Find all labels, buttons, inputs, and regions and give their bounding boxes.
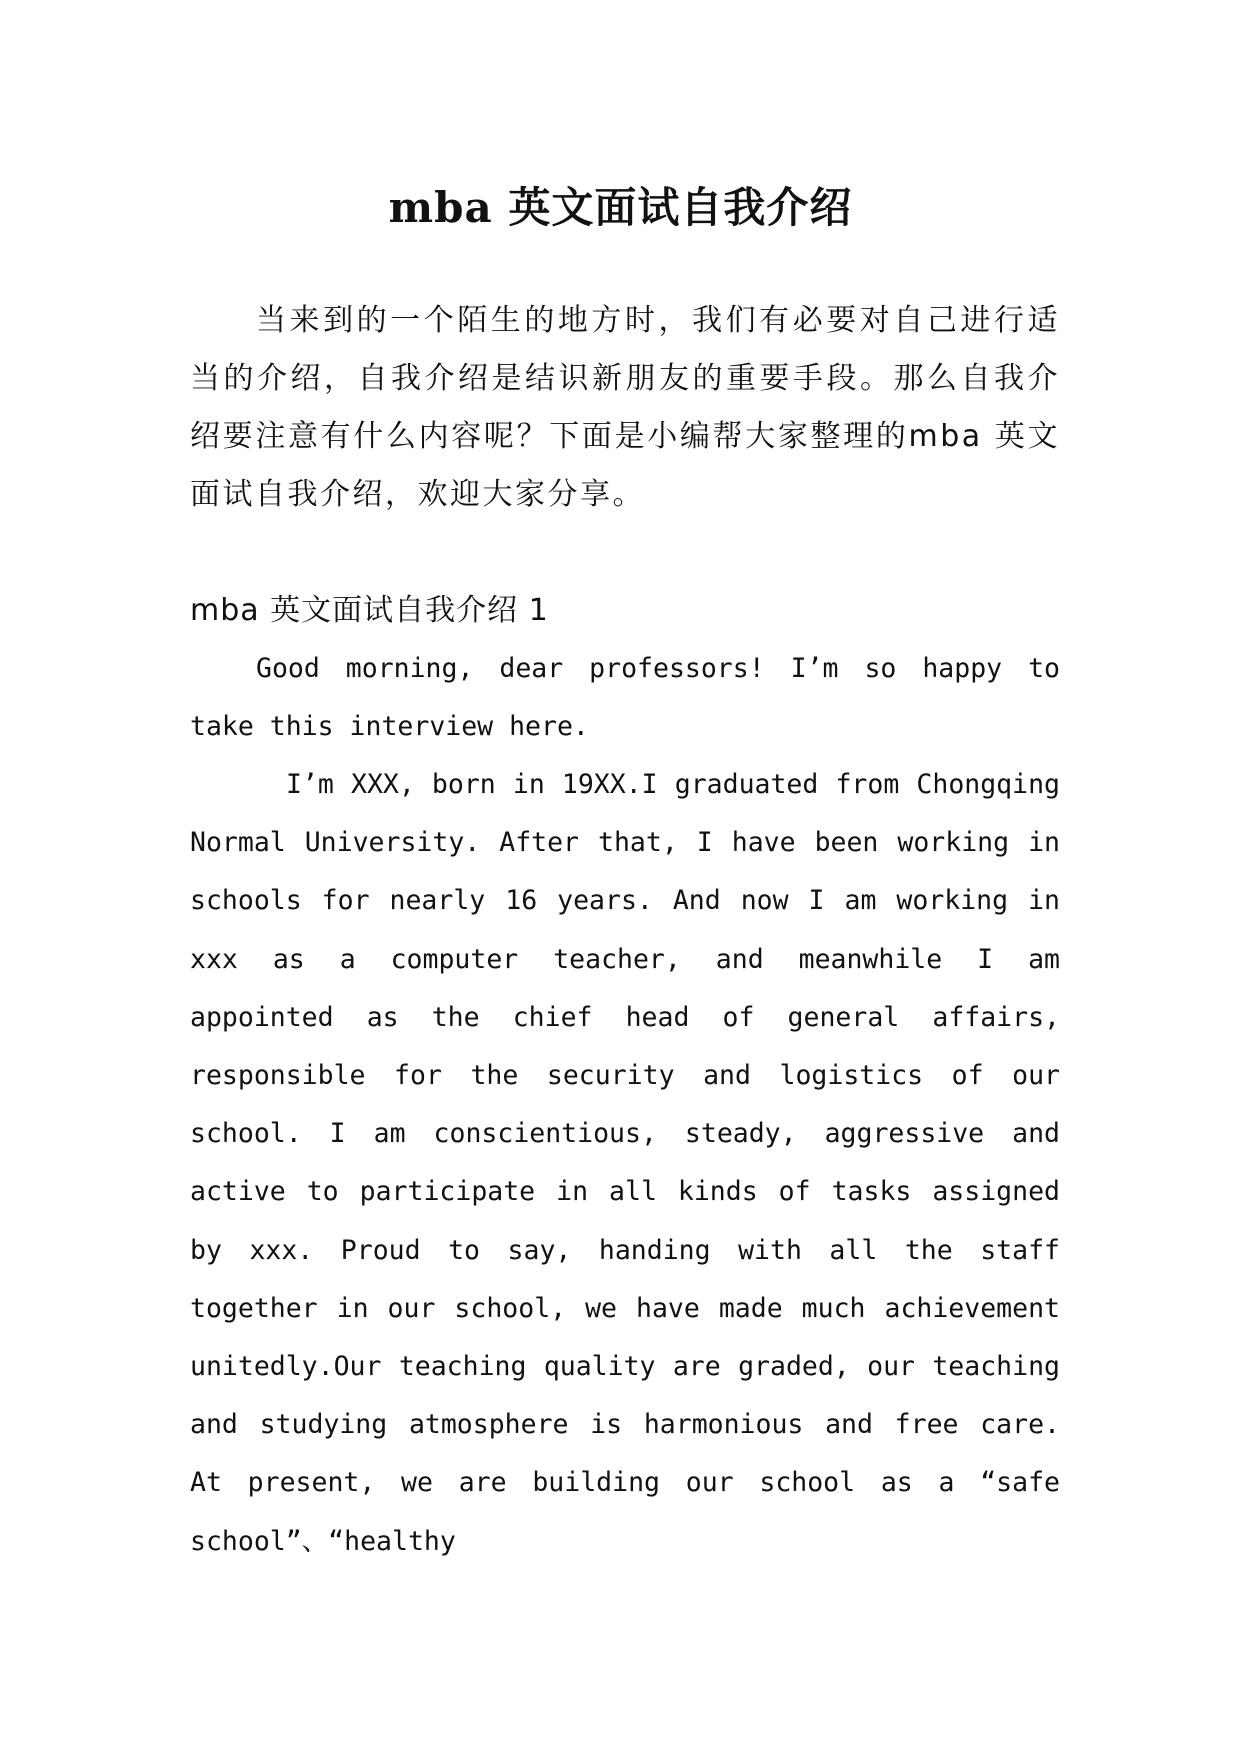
page-title: mba 英文面试自我介绍 <box>388 183 853 233</box>
body-paragraph: Good morning, dear professors! I’m so happy to take this interview here. <box>190 653 1060 743</box>
intro-paragraph: 当来到的一个陌生的地方时，我们有必要对自己进行适当的介绍，自我介绍是结识新朋友的重要手段。那么自我介绍要注意有什么内容呢？下面是小编帮大家整理的mba 英文面试自我介绍，欢迎大家分享。 <box>190 303 1060 512</box>
section-heading: mba 英文面试自我介绍 1 <box>190 593 549 628</box>
body-paragraph: I’m XXX, born in 19XX.I graduated from Chongqing Normal University. After that, I have been working in schools for nearly 16 years. And now I am working in xxx as a computer teacher, and meanwhile I am appointed as the chief head of general affairs, responsible for the security and logistics of our school. I am conscientious, steady, aggressive and active to participate in all kinds of tasks assigned by xxx. Proud to say, handing with all the staff together in our school, we have made much achievement unitedly.Our teaching quality are graded, our teaching and studying atmosphere is harmonious and free care. At present, we are building our school as a “safe school”、“healthy <box>190 769 1060 1557</box>
